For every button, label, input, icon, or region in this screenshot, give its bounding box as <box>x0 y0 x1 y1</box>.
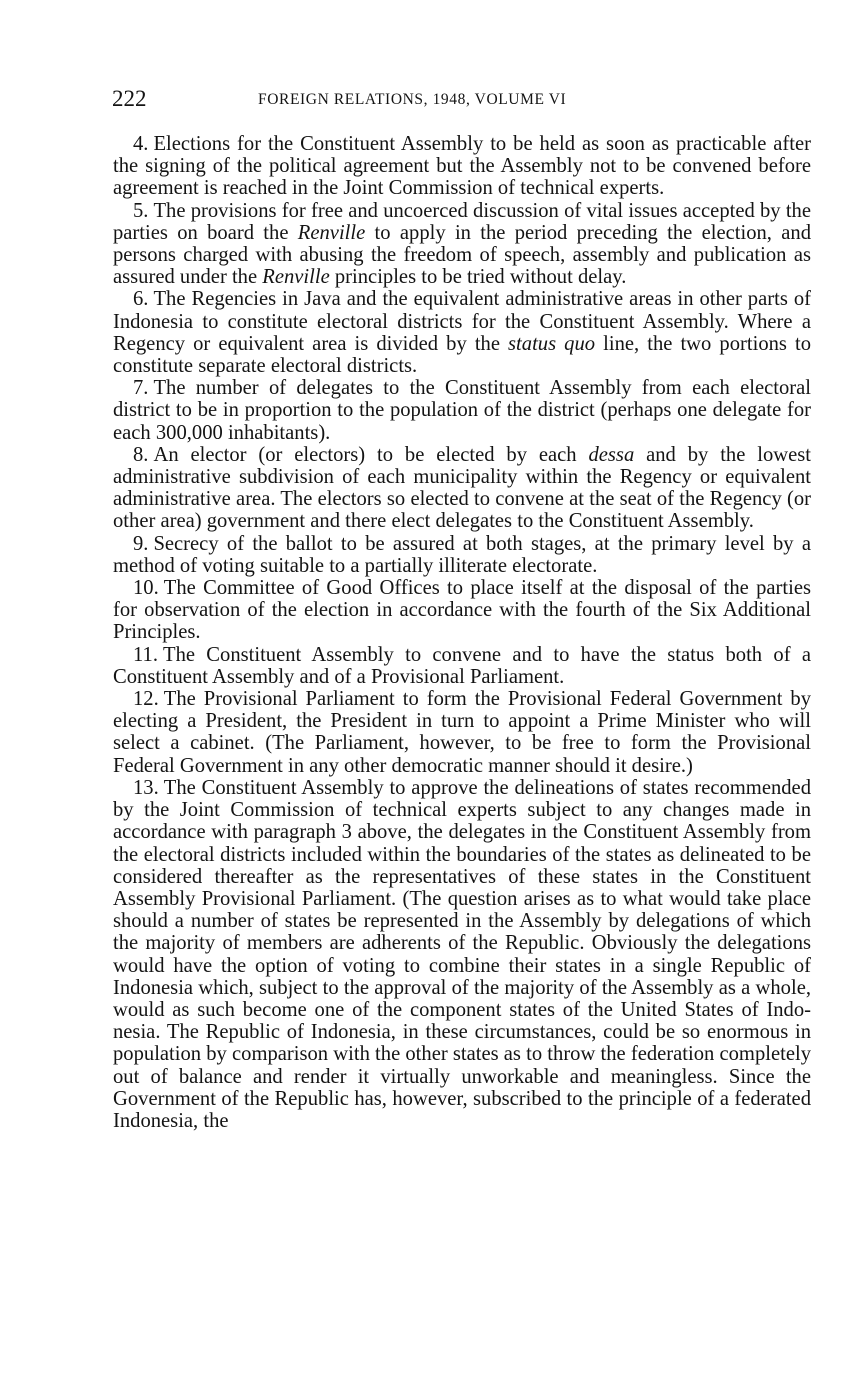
paragraph-number: 10. <box>133 577 159 600</box>
paragraph-number: 7. <box>133 377 149 400</box>
term-italic: dessa <box>588 443 635 466</box>
paragraph-8 <box>113 444 811 533</box>
paragraph-9 <box>113 533 811 577</box>
paragraph-text: The Committee of Good Offices to place itself at the disposal of the parties for observation of the election in accordance with the fourth of the Six Additional Principles. <box>113 577 811 644</box>
body-text <box>113 133 811 1132</box>
paragraph-text: The number of delegates to the Constituent Assembly from each electoral district to be in proportion to the population of the district (perhaps one delegate for each 300,000 inhabitants). <box>113 377 811 444</box>
paragraph-text: and by the lowest administrative subdivision of each municipality within the Regency or equivalent administrative area. The electors so elected to convene at the seat of the Regency (or other area) government and there elect delegates to the Constituent Assembly. <box>113 443 811 533</box>
paragraph-4 <box>113 133 811 200</box>
running-title: FOREIGN RELATIONS, 1948, VOLUME VI <box>258 91 567 108</box>
paragraph-13 <box>113 777 811 1132</box>
paragraph-number: 5. <box>133 199 149 222</box>
paragraph-12 <box>113 688 811 777</box>
paragraph-number: 6. <box>133 288 149 311</box>
paragraph-number: 13. <box>133 776 159 799</box>
ship-name-italic: Renville <box>297 221 366 244</box>
paragraph-text: The Constituent Assembly to approve the delineations of states recommended by the Joint Commission of technical experts subject to any changes made in accordance with paragraph 3 above, the delegates in the Constituent Assembly from the electoral districts included within the boundaries of the states as delineated to be considered thereafter as the representatives of these states in the Constituent Assembly Provisional Parliament. (The question arises as to what would take place should a number of states be represented in the Assembly by delegations of which the majority of members are adherents of the Republic. Obviously the delegations would have the option of voting to combine their states in a single Republic of Indonesia which, subject to the approval of the majority of the Assembly as a whole, would as such become one of the component states of the United States of Indonesia. The Republic of Indonesia, in these circumstances, could be so enormous in population by comparison with the other states as to throw the federation completely out of balance and render it virtually unworkable and meaningless. Since the Government of the Republic has, however, subscribed to the principle of a federated Indonesia, the <box>113 776 811 1132</box>
paragraph-number: 11. <box>133 643 158 666</box>
paragraph-7 <box>113 377 811 444</box>
paragraph-text: Secrecy of the ballot to be assured at both stages, at the primary level by a method of voting suitable to a partially illiterate electorate. <box>113 532 811 577</box>
ship-name-italic: Renville <box>262 266 330 289</box>
paragraph-number: 4. <box>133 133 149 155</box>
paragraph-11 <box>113 644 811 688</box>
page-number: 222 <box>112 86 147 111</box>
paragraph-text: line, the two portions to constitute separate electoral districts. <box>113 332 812 378</box>
paragraph-number: 9. <box>133 532 149 555</box>
paragraph-text: An elector (or electors) to be elected by each <box>153 443 589 466</box>
paragraph-text: The Regencies in Java and the equivalent administrative areas in other parts of Indonesia to constitute electoral districts for the Constituent Assembly. Where a Regency or equivalent area is divided by the <box>113 288 811 355</box>
paragraph-5 <box>113 200 811 289</box>
paragraph-number: 12. <box>133 688 159 711</box>
paragraph-number: 8. <box>133 443 149 466</box>
paragraph-text: Elections for the Constituent Assembly to be held as soon as practicable after the signing of the political agreement but the Assembly not to be convened before agreement is reached in the Joint Commission of technical experts. <box>113 133 811 200</box>
paragraph-text: to apply in the period preceding the election, and persons charged with abusing the freedom of speech, assembly and publication as assured under the <box>113 221 811 289</box>
paragraph-6 <box>113 288 811 377</box>
page-header <box>112 86 812 114</box>
paragraph-text: The Provisional Parliament to form the Provisional Federal Government by electing a President, the President in turn to appoint a Prime Minister who will select a cabinet. (The Parliament, however, to be free to form the Provisional Federal Government in any other democratic manner should it desire.) <box>113 688 811 777</box>
paragraph-text: principles to be tried without delay. <box>329 266 627 289</box>
paragraph-text: The provisions for free and uncoerced discussion of vital issues accepted by the parties on board the <box>113 199 811 244</box>
paragraph-text: The Constituent Assembly to convene and to have the status both of a Constituent Assembly and of a Provisional Parliament. <box>113 643 811 688</box>
paragraph-10 <box>113 577 811 644</box>
term-italic: status quo <box>508 332 596 355</box>
